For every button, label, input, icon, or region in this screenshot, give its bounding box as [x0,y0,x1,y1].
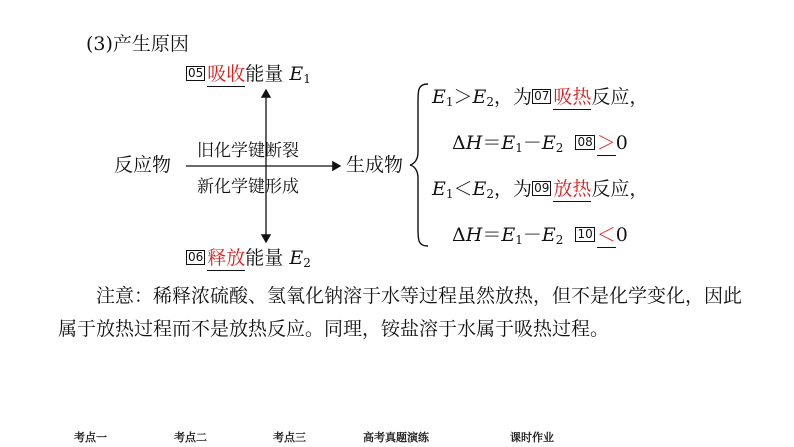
answer-endothermic: 吸热 [553,86,592,108]
note-paragraph: 注意：稀释浓硫酸、氢氧化钠溶于水等过程虽然放热，但不是化学变化，因此属于放热过程而不是放热反应。同理，铵盐溶于水属于吸热过程。 [58,285,743,340]
var-e: E [541,132,556,154]
var-e: E [501,132,516,154]
sub: 2 [555,141,564,155]
blank-number-05: 05 [188,66,204,80]
reactant-label: 反应物 [114,154,172,176]
sub: 1 [515,233,523,247]
case-exothermic-condition [432,178,648,205]
operator: ＜ [453,178,473,200]
minus: － [522,224,542,246]
delta-symbol: Δ [452,224,466,246]
product-label: 生成物 [346,154,404,176]
blank-number-09: 09 [534,181,550,195]
answer-absorb: 吸收 [207,63,246,85]
var-e: E [541,224,556,246]
case-endothermic-condition [432,86,648,113]
equals: ＝ [482,132,502,154]
energy-var: E [289,247,304,269]
energy-sub: 2 [303,256,311,270]
energy-sub: 1 [303,72,311,86]
operator: ＞ [453,86,473,108]
brace-icon [408,82,430,248]
footer-nav-homework[interactable]: 课时作业 [510,431,554,444]
footer-nav-topic2[interactable]: 考点二 [174,431,207,444]
case-text: ，为 [494,86,533,108]
var-e: E [501,224,516,246]
sub: 1 [515,141,523,155]
zero: 0 [615,224,628,246]
var-e: E [432,178,446,200]
footer-nav-topic3[interactable]: 考点三 [273,431,306,444]
answer-greater: ＞ [596,132,616,154]
sub: 2 [486,187,495,201]
bond-break-label: 旧化学键断裂 [197,141,299,161]
var-h: H [465,224,483,246]
minus: － [522,132,542,154]
blank-number-06: 06 [188,250,204,264]
var-e: E [472,178,487,200]
case-endothermic-equation [452,132,628,159]
case-suffix: 反应， [591,178,649,200]
bond-form-label: 新化学键形成 [197,177,299,197]
case-text: ，为 [494,178,533,200]
answer-less: ＜ [596,224,616,246]
sub: 2 [555,233,564,247]
equals: ＝ [482,224,502,246]
section-heading: (3)产生原因 [86,33,189,55]
zero: 0 [615,132,628,154]
blank-number-08: 08 [577,135,593,149]
footer-nav-exam-practice[interactable]: 高考真题演练 [363,431,429,444]
energy-var: E [289,63,304,85]
energy-label: 能量 [245,247,284,269]
blank-number-07: 07 [534,89,550,103]
footer-nav-topic1[interactable]: 考点一 [74,431,107,444]
energy-label: 能量 [245,63,284,85]
answer-exothermic: 放热 [553,178,592,200]
sub: 1 [445,187,454,201]
var-e: E [472,86,487,108]
answer-release: 释放 [207,247,246,269]
case-suffix: 反应， [591,86,649,108]
case-exothermic-equation [452,224,628,251]
delta-symbol: Δ [452,132,466,154]
blank-number-10: 10 [577,227,593,241]
sub: 1 [445,95,454,109]
var-h: H [465,132,483,154]
var-e: E [432,86,446,108]
sub: 2 [486,95,495,109]
